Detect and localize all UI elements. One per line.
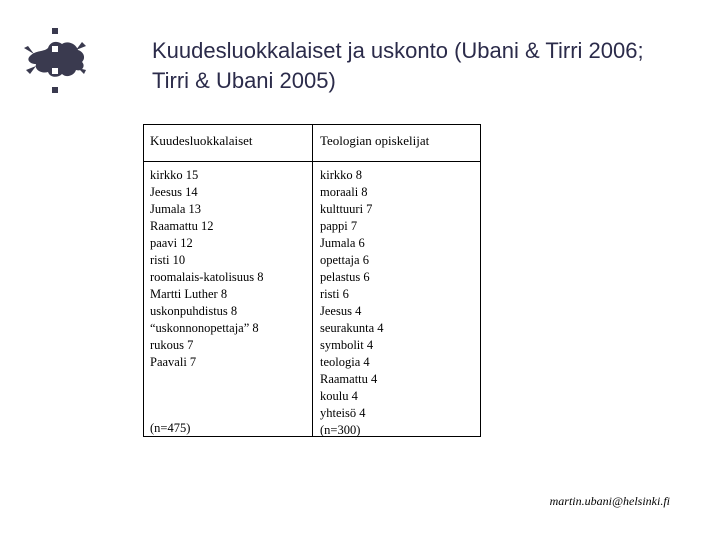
list-item: symbolit 4	[320, 338, 374, 352]
list-item: Martti Luther 8	[150, 287, 228, 301]
header-sixth-graders: Kuudesluokkalaiset	[150, 133, 253, 148]
list-item: Jumala 6	[320, 236, 365, 250]
list-item: yhteisö 4	[320, 406, 366, 420]
list-item: kirkko 15	[150, 168, 199, 182]
list-item: seurakunta 4	[320, 321, 384, 335]
list-item: Raamattu 4	[320, 372, 378, 386]
list-item: kulttuuri 7	[320, 202, 373, 216]
list-item: “uskonnonopettaja” 8	[150, 321, 259, 335]
list-item: Jeesus 4	[320, 304, 362, 318]
list-item: rukous 7	[150, 338, 194, 352]
list-item: Jeesus 14	[150, 185, 198, 199]
list-item: roomalais-katolisuus 8	[150, 270, 264, 284]
sample-size-theology-students: (n=300)	[320, 423, 361, 437]
list-item: risti 10	[150, 253, 186, 267]
header-theology-students: Teologian opiskelijat	[320, 133, 430, 148]
list-item: koulu 4	[320, 389, 358, 403]
list-item: teologia 4	[320, 355, 370, 369]
list-item: risti 6	[320, 287, 349, 301]
list-item: pelastus 6	[320, 270, 370, 284]
list-item: Paavali 7	[150, 355, 197, 369]
column-divider	[312, 125, 313, 436]
author-email: martin.ubani@helsinki.fi	[549, 494, 670, 508]
university-logo-icon	[22, 26, 88, 96]
header-divider	[144, 161, 480, 162]
list-item: Raamattu 12	[150, 219, 214, 233]
list-item: uskonpuhdistus 8	[150, 304, 238, 318]
list-item: opettaja 6	[320, 253, 369, 267]
sixth-graders-list	[150, 167, 264, 371]
list-item: moraali 8	[320, 185, 368, 199]
sample-size-sixth-graders: (n=475)	[150, 421, 191, 435]
list-item: paavi 12	[150, 236, 193, 250]
list-item: Jumala 13	[150, 202, 202, 216]
comparison-table	[143, 124, 481, 437]
page-title: Kuudesluokkalaiset ja uskonto (Ubani & Tirri 2006; Tirri & Ubani 2005)	[152, 38, 644, 93]
list-item: kirkko 8	[320, 168, 363, 182]
theology-students-list	[320, 167, 384, 439]
list-item: pappi 7	[320, 219, 358, 233]
